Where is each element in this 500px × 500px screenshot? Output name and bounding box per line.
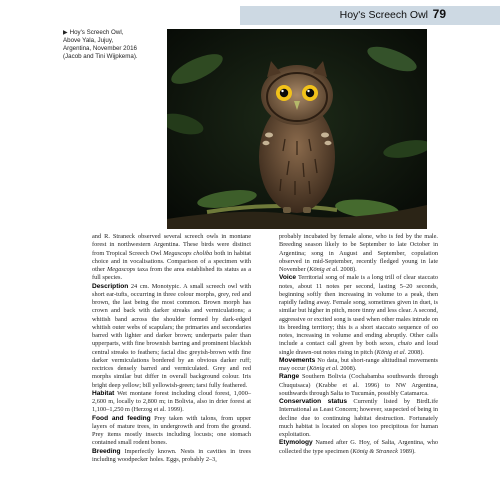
running-header <box>0 6 500 26</box>
food-section <box>92 415 251 448</box>
section-heading: Etymology <box>279 439 313 447</box>
species-name: Megascops choliba <box>163 249 213 257</box>
triangle-right-icon: ▶ <box>63 30 68 36</box>
description-section <box>92 283 251 390</box>
right-text-column <box>279 233 438 456</box>
text-run: 2008). <box>406 348 424 356</box>
range-section <box>279 373 438 398</box>
breeding-continued <box>279 233 438 274</box>
call-notation: chuio <box>397 340 412 348</box>
running-title: Hoy's Screech Owl <box>339 9 428 21</box>
section-text: Prey taken with talons, from upper layers of mature trees, in undergrowth and from the ground. Prey items mostly insects including locusts; one stomach contained small rodent bones. <box>92 414 251 447</box>
text-run: probably incubated by female alone, who is fed by the male. Breeding season likely to be September to late October in Argentina; song in August and September, copulation observed in mid-September, recently fledged young in late November ( <box>279 233 438 273</box>
breeding-section <box>92 448 251 465</box>
etymology-section <box>279 439 438 456</box>
text-run: Named after G. Hoy, of Salta, Argentina, who collected the type specimen ( <box>279 439 438 455</box>
section-heading: Range <box>279 373 300 381</box>
left-text-column <box>92 233 251 464</box>
section-text: Currently listed by BirdLife International as Least Concern; however, suspected of being in decline due to continuing habitat destruction. Fortunately much habitat is located on slopes too precipitous for human exploitation. <box>279 398 439 438</box>
movements-section <box>279 357 438 374</box>
text-run: notes, increasing in volume and ending abruptly. Other calls include a contact call given by both sexes, <box>279 332 438 348</box>
caption-line: Argentina, November 2016 <box>63 45 137 52</box>
owl-photograph <box>167 29 427 229</box>
figure-caption <box>63 29 173 61</box>
text-run: No data, but short-range altitudinal movements may occur ( <box>279 356 438 372</box>
section-heading: Description <box>92 282 129 290</box>
habitat-section <box>92 390 251 415</box>
caption-line: (Jacob and Tini Wijpkema). <box>63 53 138 60</box>
citation-authors: König et al. <box>376 348 407 356</box>
text-run: and R. Straneck observed several screech owls in montane forest in northwestern Argentina. These birds were distinct from Tropical Screech Owl <box>92 233 251 257</box>
page-number: 79 <box>432 7 446 21</box>
section-text: Wet montane forest including cloud forest, 1,000–2,600 m, locally to 2,800 m; in Bolivia, also in drier forest at 1,100–1,250 m (Herzog et al. 1999). <box>92 389 252 414</box>
section-text: Southern Bolivia (Cochabamba southwards through Chuquisaca) (Krabbe et al. 1996) to NW Argentina, southwards through Salta to Tucumán, possibly Catamarca. <box>279 373 438 397</box>
section-heading: Food and feeding <box>92 414 151 422</box>
section-heading: Habitat <box>92 389 115 397</box>
section-heading: Voice <box>279 274 297 282</box>
intro-paragraph <box>92 233 251 283</box>
call-notation: oo <box>431 323 438 331</box>
text-run: 2008). <box>338 266 357 273</box>
citation-authors: König et al. <box>309 365 339 372</box>
text-run: both in habitat choice and in vocalisations. Comparison of a specimen with other <box>92 249 252 273</box>
text-run: and loud single drawn-out notes rising in pitch ( <box>279 340 438 356</box>
citation-authors: König et al. <box>309 266 339 273</box>
genus-name: Megascops <box>107 266 136 273</box>
conservation-section <box>279 398 438 439</box>
voice-section <box>279 274 438 357</box>
text-run: taxa from the area established its status as a full species. <box>92 266 252 282</box>
section-text: 24 cm. Monotypic. A small screech owl with short ear-tufts, occurring in three colour morphs, grey, red and brown, the last being the most common. Brown morph has crown and back with darker streaks and vermiculations; a whitish band across the shoulder formed by dark-edged whitish outer webs of scapulars; the primaries and secondaries barred with lighter and darker brown; underparts paler than upperparts, with fine brownish barring and prominent blackish central streaks to feathers; facial disc greyish-brown with fine darker vermiculations bordered by an obvious darker ruff; rectrices densely barred and vermiculated. Grey and red morphs similar but differ in overall background colour. Iris bright deep yellow; bill yellowish-green; tarsi fully feathered. <box>92 282 251 389</box>
text-run: 2008). <box>338 365 357 372</box>
section-heading: Conservation status <box>279 398 348 405</box>
text-run: 1989). <box>397 447 416 455</box>
citation-authors: König & Straneck <box>352 447 398 455</box>
section-text: Imperfectly known. Nests in cavities in trees including woodpecker holes. Eggs, probably 2–3, <box>92 447 251 463</box>
owl-illustration <box>167 29 427 229</box>
caption-line: Hoy's Screech Owl, <box>69 29 124 36</box>
section-heading: Breeding <box>92 447 121 455</box>
text-run: Territorial song of male is a long trill of clear staccato notes, about 11 notes per second, lasting 5–20 seconds, beginning softly then increasing in volume to a peak, then rapidly fading away. Female song, sometimes given in duet, is similar but higher in pitch, more tinny and less clear. A second, aggressive or excited song is used when other males intrude on its breeding territory; this is a short staccato sequence of <box>279 274 438 331</box>
caption-line: Above Yala, Jujuy, <box>63 37 114 44</box>
section-heading: Movements <box>279 356 316 364</box>
